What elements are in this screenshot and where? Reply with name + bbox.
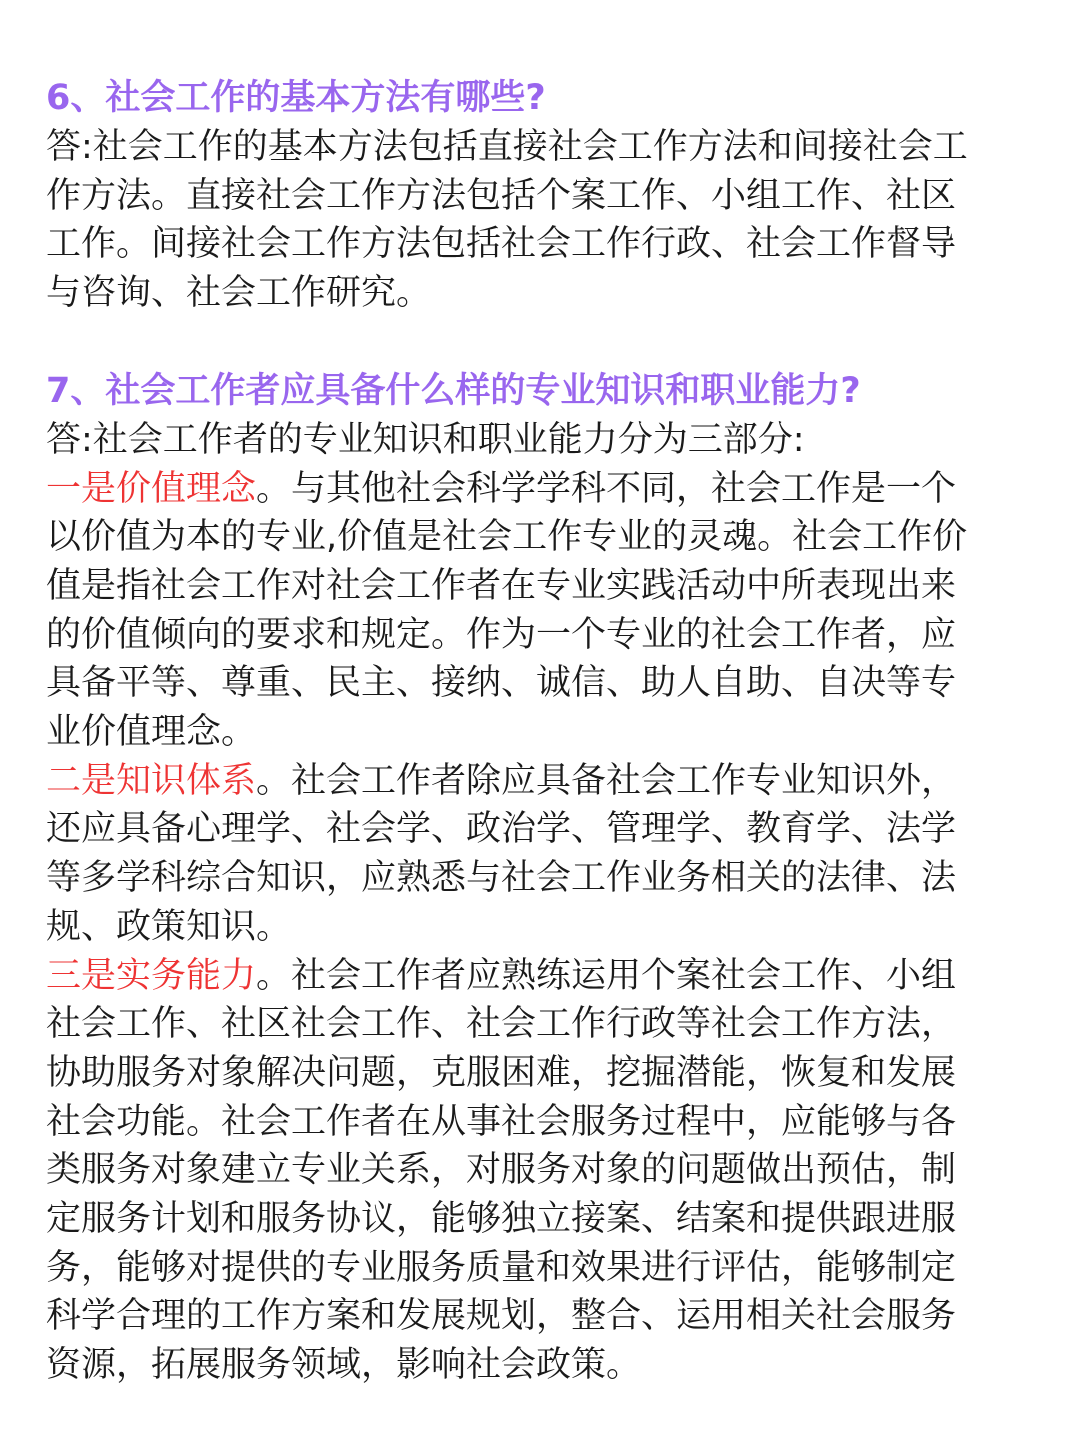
answer-7 (46, 416, 1036, 1390)
section-knowledge-first-line-rest: 。社会工作者除应具备社会工作专业知识外， (256, 760, 957, 801)
section-knowledge-line-4: 规、政策知识。 (46, 906, 292, 947)
section-practice-lead: 三是实务能力 (46, 955, 257, 996)
section-values-line-3: 值是指社会工作对社会工作者在专业实践活动中所表现出来 (46, 565, 957, 606)
section-practice-first-line-rest: 。社会工作者应熟练运用个案社会工作、小组 (256, 955, 957, 996)
answer-6-line-3: 工作。间接社会工作方法包括社会工作行政、社会工作督导 (46, 224, 957, 265)
answer-6-line-4: 与咨询、社会工作研究。 (46, 273, 432, 314)
answer-6-line-1: 答:社会工作的基本方法包括直接社会工作方法和间接社会工 (46, 127, 968, 167)
section-knowledge-lead: 二是知识体系 (46, 760, 257, 801)
section-values-first-line (46, 465, 1036, 514)
answer-6-line-2: 作方法。直接社会工作方法包括个案工作、小组工作、社区 (46, 175, 957, 216)
section-practice-line-6: 定服务计划和服务协议，能够独立接案、结案和提供跟进服 (46, 1199, 957, 1240)
qa-item-7 (46, 367, 1036, 1390)
section-values-lead: 一是价值理念 (46, 468, 257, 509)
answer-7-section-practice (46, 952, 1036, 1390)
section-knowledge-line-3: 等多学科综合知识，应熟悉与社会工作业务相关的法律、法 (46, 858, 957, 899)
section-knowledge-first-line (46, 757, 1036, 806)
section-knowledge-line-2: 还应具备心理学、社会学、政治学、管理学、教育学、法学 (46, 809, 957, 850)
section-practice-line-4: 社会功能。社会工作者在从事社会服务过程中，应能够与各 (46, 1101, 957, 1142)
section-practice-line-7: 务，能够对提供的专业服务质量和效果进行评估，能够制定 (46, 1247, 957, 1288)
qa-item-6 (46, 74, 1036, 318)
section-gap (46, 318, 1036, 367)
section-practice-line-2: 社会工作、社区社会工作、社会工作行政等社会工作方法， (46, 1004, 957, 1045)
answer-7-section-knowledge (46, 757, 1036, 952)
section-practice-first-line (46, 952, 1036, 1001)
document-page (46, 74, 1036, 1390)
section-practice-line-9: 资源，拓展服务领域，影响社会政策。 (46, 1345, 642, 1386)
section-practice-line-5: 类服务对象建立专业关系，对服务对象的问题做出预估，制 (46, 1150, 957, 1191)
section-values-first-line-rest: 。与其他社会科学学科不同，社会工作是一个 (256, 468, 957, 509)
section-values-line-4: 的价值倾向的要求和规定。作为一个专业的社会工作者，应 (46, 614, 957, 655)
answer-6 (46, 123, 1036, 318)
question-7-heading: 7、社会工作者应具备什么样的专业知识和职业能力? (46, 370, 861, 411)
section-values-line-2: 以价值为本的专业,价值是社会工作专业的灵魂。社会工作价 (46, 517, 968, 558)
answer-7-section-values (46, 465, 1036, 757)
answer-7-intro: 答:社会工作者的专业知识和职业能力分为三部分: (46, 419, 805, 460)
question-6-heading: 6、社会工作的基本方法有哪些? (46, 78, 546, 118)
section-practice-line-8: 科学合理的工作方案和发展规划，整合、运用相关社会服务 (46, 1296, 957, 1337)
section-values-line-6: 业价值理念。 (46, 712, 257, 753)
section-values-line-5: 具备平等、尊重、民主、接纳、诚信、助人自助、自决等专 (46, 663, 957, 704)
section-practice-line-3: 协助服务对象解决问题，克服困难，挖掘潜能，恢复和发展 (46, 1052, 957, 1093)
